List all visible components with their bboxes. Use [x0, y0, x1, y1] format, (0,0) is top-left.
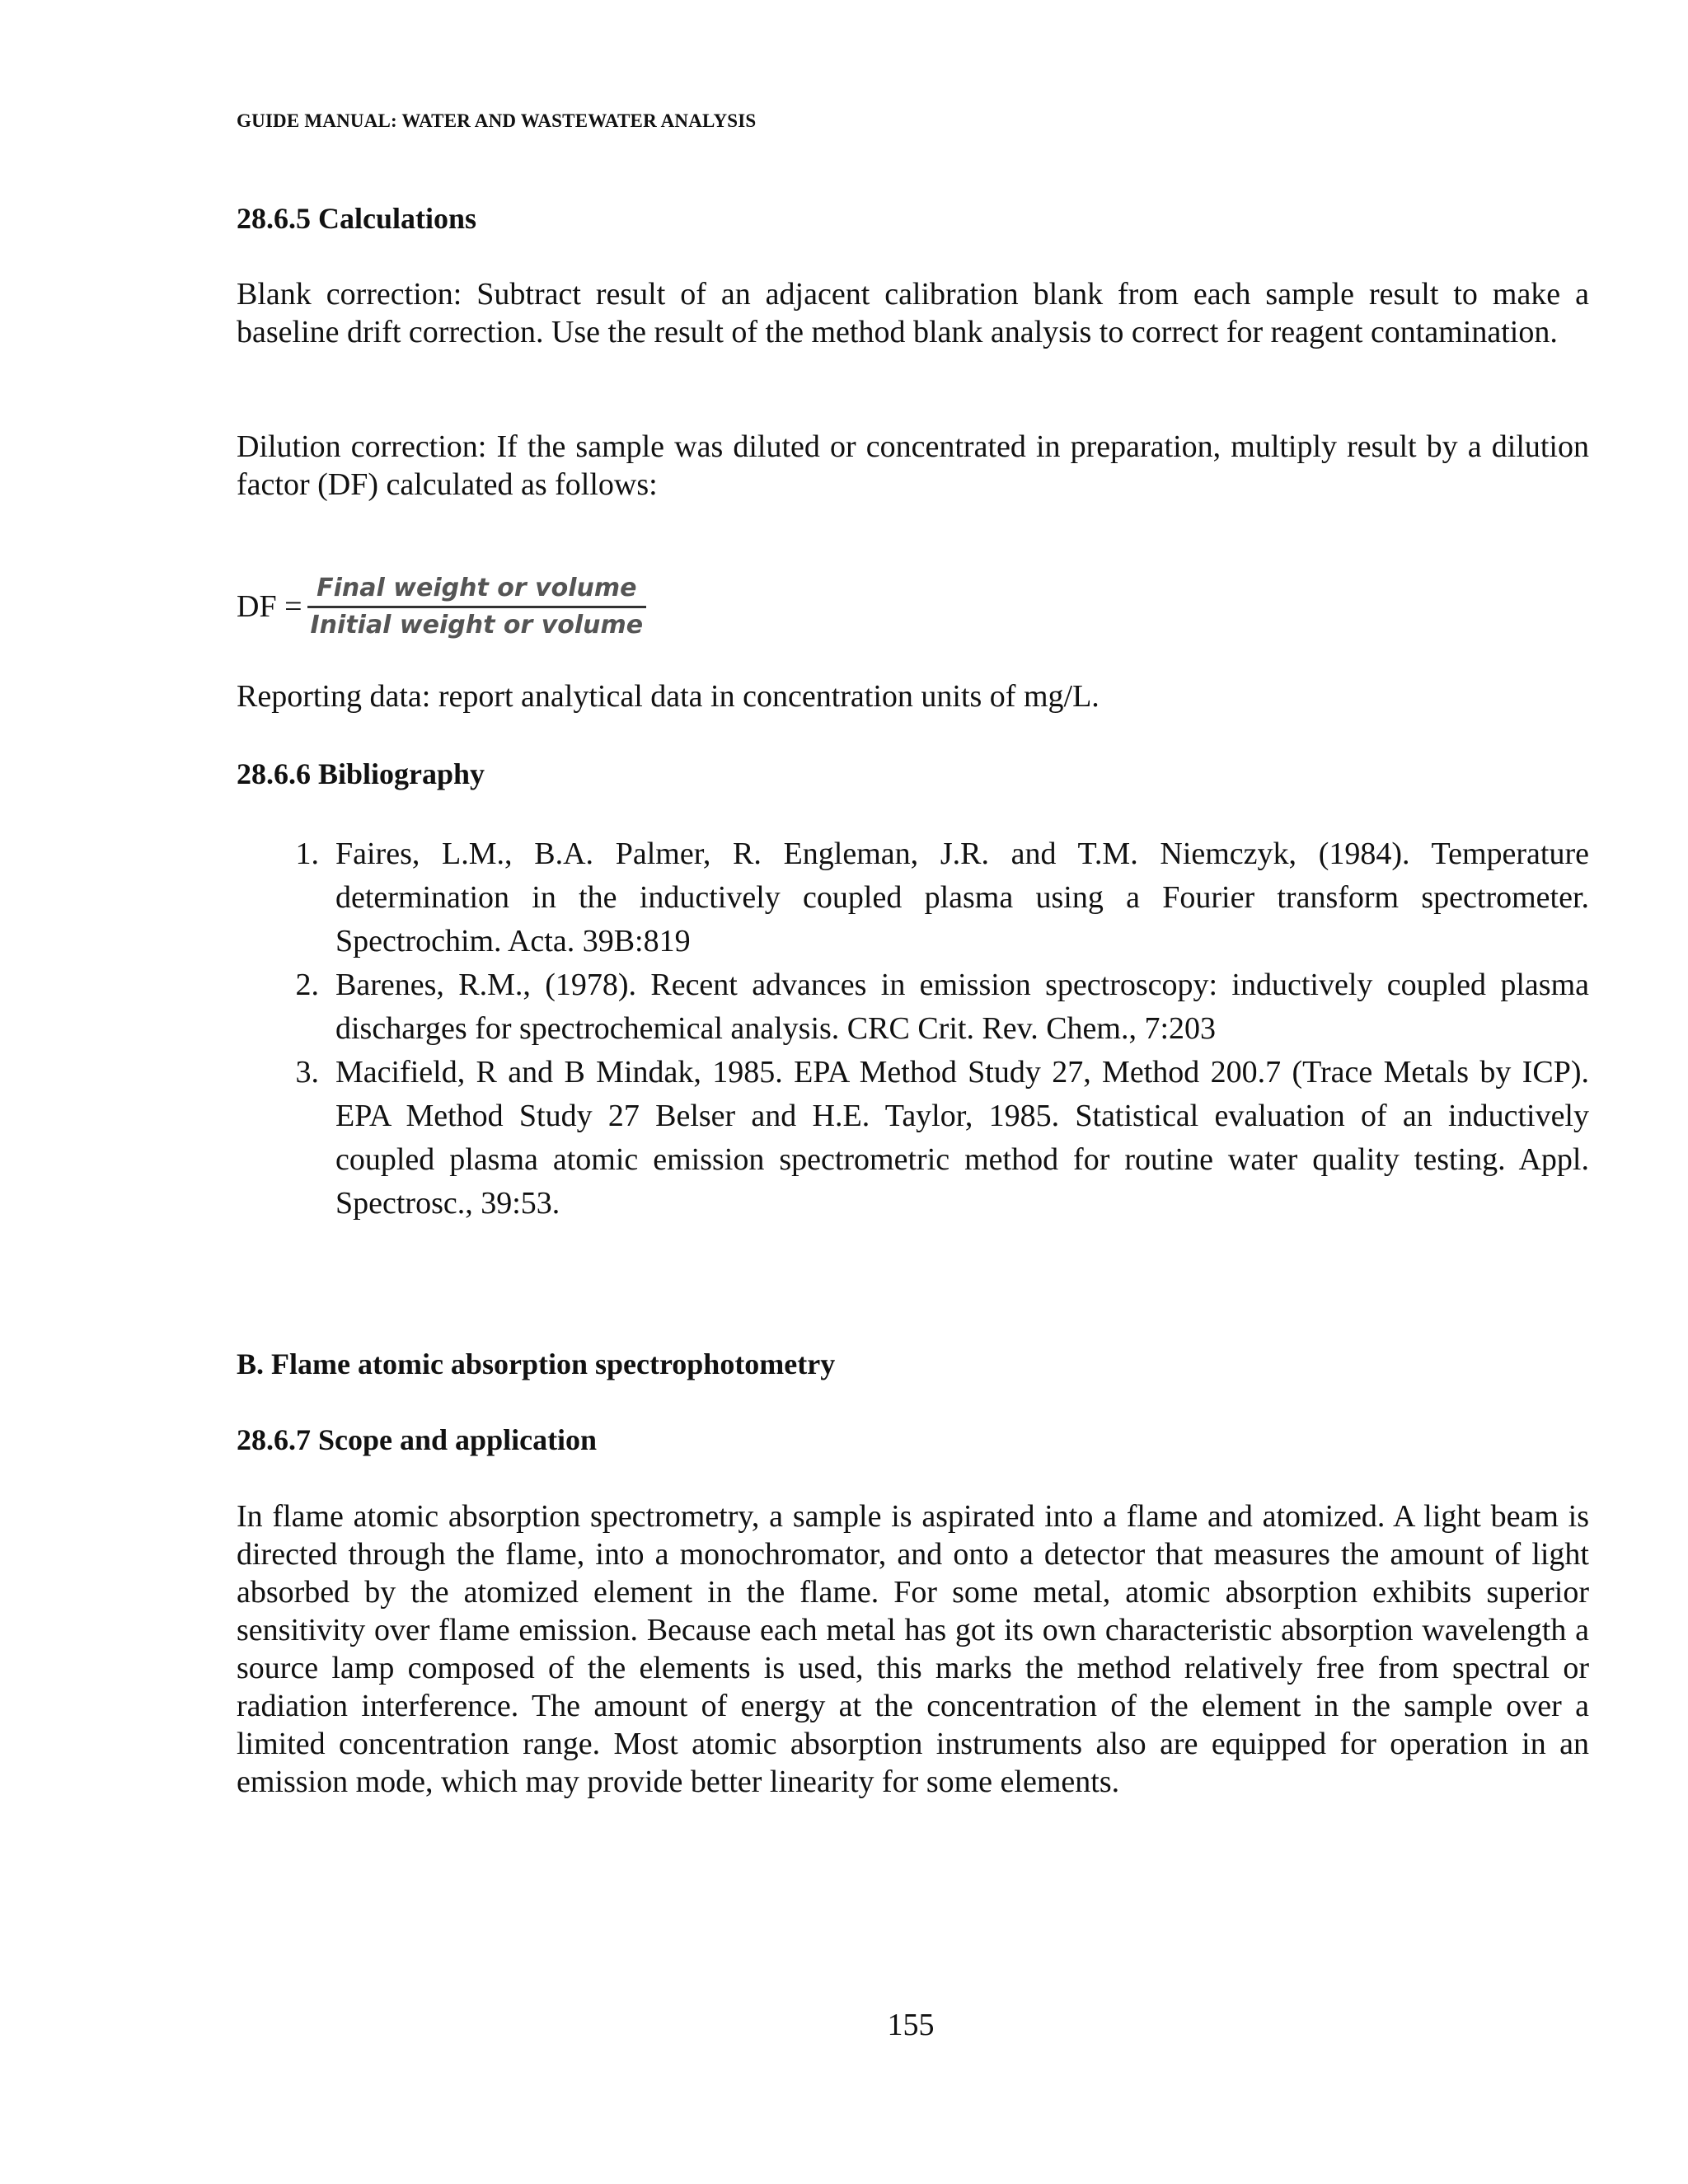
heading-scope-application: 28.6.7 Scope and application: [237, 1423, 598, 1456]
bibliography-item-number: 1.: [295, 837, 319, 871]
bibliography-item-text: Faires, L.M., B.A. Palmer, R. Engleman, J.R. and T.M. Niemczyk, (1984). Temperature determination in the inductively coupled plasma using a Fourier transform spectrometer. Spectrochim. Acta. 39B:819: [335, 837, 1589, 958]
paragraph-reporting-data: Reporting data: report analytical data in concentration units of mg/L.: [237, 679, 1100, 714]
formula-denominator: Initial weight or volume: [310, 610, 644, 640]
bibliography-item-text: Macifield, R and B Mindak, 1985. EPA Method Study 27, Method 200.7 (Trace Metals by ICP). EPA Method Study 27 Belser and H.E. Taylor, 1985. Statistical evaluation of an inductively coupled plasma atomic emission spectrometric method for routine water quality testing. Appl. Spectrosc., 39:53.: [335, 1055, 1589, 1221]
formula-fraction: [307, 573, 647, 641]
bibliography-item-number: 3.: [295, 1055, 319, 1090]
bibliography-item-number: 2.: [295, 968, 319, 1002]
fraction-bar: [307, 606, 647, 608]
heading-bibliography: 28.6.6 Bibliography: [237, 757, 485, 790]
heading-calculations: 28.6.5 Calculations: [237, 202, 477, 235]
bibliography-item-text: Barenes, R.M., (1978). Recent advances in emission spectroscopy: inductively coupled plasma discharges for spectrochemical analysis. CRC Crit. Rev. Chem., 7:203: [335, 968, 1589, 1046]
paragraph-scope-body: In flame atomic absorption spectrometry, a sample is aspirated into a flame and atomized. A light beam is directed through the flame, into a monochromator, and onto a detector that measures the amount of light absorbed by the atomized element in the flame. For some metal, atomic absorption exhibits superior sensitivity over flame emission. Because each metal has got its own characteristic absorption wavelength a source lamp composed of the elements is used, this marks the method relatively free from spectral or radiation interference. The amount of energy at the concentration of the element in the sample over a limited concentration range. Most atomic absorption instruments also are equipped for operation in an emission mode, which may provide better linearity for some elements.: [237, 1499, 1589, 1799]
bibliography-list: [237, 832, 1589, 1226]
paragraph-blank-correction: Blank correction: Subtract result of an adjacent calibration blank from each sample result to make a baseline drift correction. Use the result of the method blank analysis to correct for reagent contamination.: [237, 277, 1589, 349]
formula-numerator: Final weight or volume: [316, 573, 637, 602]
heading-flame-atomic-absorption: B. Flame atomic absorption spectrophotometry: [237, 1347, 836, 1380]
bibliography-item: [237, 832, 1589, 963]
bibliography-item: [237, 963, 1589, 1051]
formula-lhs: DF =: [237, 589, 302, 624]
running-header: GUIDE MANUAL: WATER AND WASTEWATER ANALYSIS: [237, 110, 757, 131]
bibliography-item: [237, 1051, 1589, 1226]
page-number: 155: [887, 2008, 935, 2042]
paragraph-dilution-correction: Dilution correction: If the sample was diluted or concentrated in preparation, multiply result by a dilution factor (DF) calculated as follows:: [237, 429, 1589, 502]
dilution-factor-formula: [237, 565, 646, 648]
